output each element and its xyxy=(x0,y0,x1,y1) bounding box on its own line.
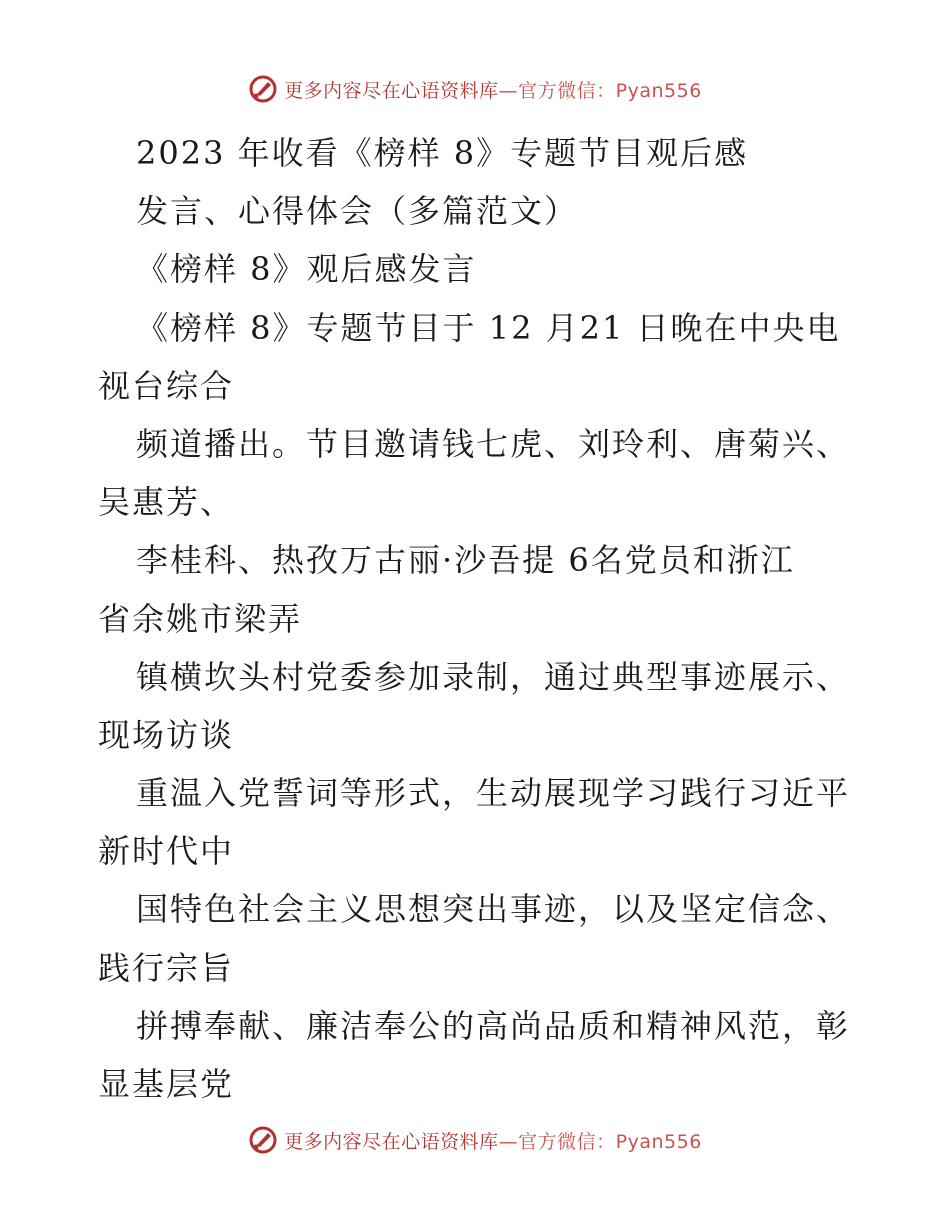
doc-title-line-2: 发言、心得体会（多篇范文） xyxy=(136,192,579,231)
paragraph-line: 重温入党誓词等形式，生动展现学习践行习近平 xyxy=(136,774,851,813)
doc-title-line-1: 2023 年收看《榜样 8》专题节目观后感 xyxy=(136,134,749,172)
watermark-main-text: 更多内容尽在心语资料库 xyxy=(284,1130,499,1153)
paragraph-line: 国特色社会主义思想突出事迹，以及坚定信念、 xyxy=(136,890,851,929)
ink-brush-logo-icon xyxy=(248,1125,278,1155)
watermark-contact: 官方微信：Pyan556 xyxy=(518,79,702,102)
watermark-dash: — xyxy=(498,1130,519,1153)
watermark-text xyxy=(284,1127,702,1154)
paragraph-line: 李桂科、热孜万古丽·沙吾提 6名党员和浙江 xyxy=(136,541,795,580)
header-watermark xyxy=(0,74,950,104)
paragraph-line: 频道播出。节目邀请钱七虎、刘玲利、唐菊兴、 xyxy=(136,424,851,463)
paragraph-line: 省余姚市梁弄 xyxy=(98,599,303,638)
paragraph-line: 吴惠芳、 xyxy=(98,483,235,522)
watermark-main-text: 更多内容尽在心语资料库 xyxy=(284,79,499,102)
document-body xyxy=(98,124,868,1113)
paragraph-line: 拼搏奉献、廉洁奉公的高尚品质和精神风范，彰 xyxy=(136,1006,851,1045)
paragraph-line: 践行宗旨 xyxy=(98,948,235,987)
paragraph-line: 显基层党 xyxy=(98,1065,235,1103)
paragraph-line: 视台综合 xyxy=(98,366,235,405)
watermark-contact: 官方微信：Pyan556 xyxy=(518,1130,702,1153)
paragraph-line: 现场访谈 xyxy=(98,715,235,754)
watermark-dash: — xyxy=(498,79,519,102)
doc-subheading: 《榜样 8》观后感发言 xyxy=(136,250,477,289)
ink-brush-logo-icon xyxy=(248,74,278,104)
paragraph-line: 《榜样 8》专题节目于 12 月21 日晚在中央电 xyxy=(136,308,841,347)
watermark-text xyxy=(284,76,702,103)
paragraph-line: 新时代中 xyxy=(98,832,235,871)
footer-watermark xyxy=(0,1125,950,1155)
paragraph-line: 镇横坎头村党委参加录制，通过典型事迹展示、 xyxy=(136,657,851,696)
